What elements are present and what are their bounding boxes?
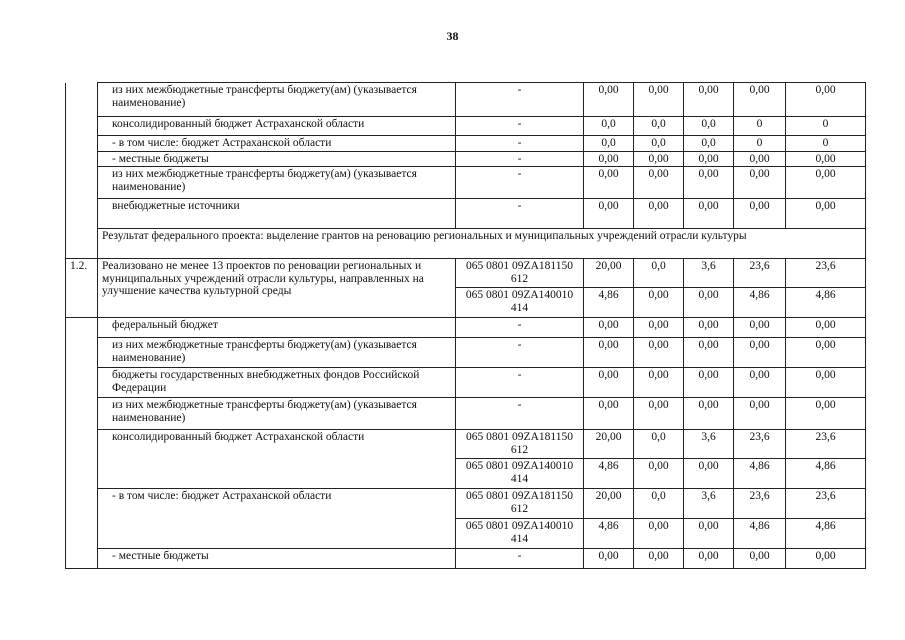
budget-table [65,82,866,569]
code-cell: - [456,368,584,398]
table-row [66,117,866,136]
table-row [66,368,866,398]
budget-code: 065 0801 09ZA140010 414 [456,459,584,489]
value-cell: 20,00 [584,259,634,288]
row-name: из них межбюджетные трансферты бюджету(ам) (указывается наименование) [98,398,456,430]
value-cell: 0,00 [584,549,634,569]
row-number-cell [66,117,98,136]
row-name: - в том числе: бюджет Астраханской области [98,489,456,549]
row-number-cell [66,398,98,430]
code-cell: - [456,151,584,167]
value-cell: 23,6 [786,489,866,519]
code-cell: - [456,549,584,569]
value-cell: 23,6 [734,430,786,459]
row-name: - в том числе: бюджет Астраханской области [98,136,456,152]
row-number-cell [66,151,98,167]
budget-code: 065 0801 09ZA181150 612 [456,489,584,519]
row-number-cell [66,489,98,549]
value-cell: 0,00 [634,549,684,569]
table-row [66,489,866,519]
value-cell: 0,00 [584,167,634,199]
value-cell: 0,00 [584,338,634,368]
value-cell: 0,0 [634,430,684,459]
value-cell: 23,6 [734,259,786,288]
row-number-cell [66,83,98,117]
row-number-cell [66,229,98,259]
row-name: федеральный бюджет [98,318,456,338]
row-name: внебюджетные источники [98,199,456,229]
value-cell: 0,00 [734,368,786,398]
table-row [66,430,866,459]
value-cell: 0,00 [584,318,634,338]
value-cell: 4,86 [584,459,634,489]
value-cell: 0,00 [734,151,786,167]
value-cell: 20,00 [584,430,634,459]
code-cell: - [456,117,584,136]
row-number-cell [66,368,98,398]
code-cell: - [456,338,584,368]
value-cell: 0 [734,136,786,152]
budget-code: 065 0801 09ZA140010 414 [456,288,584,318]
value-cell: 0,00 [684,83,734,117]
value-cell: 4,86 [786,519,866,549]
row-number: 1.2. [66,259,98,318]
value-cell: 0,00 [786,398,866,430]
value-cell: 0,00 [634,459,684,489]
code-cell: - [456,318,584,338]
value-cell: 0,0 [634,117,684,136]
value-cell: 3,6 [684,430,734,459]
row-number-cell [66,430,98,489]
value-cell: 0,00 [584,199,634,229]
row-name: - местные бюджеты [98,549,456,569]
value-cell: 3,6 [684,259,734,288]
value-cell: 0,00 [634,199,684,229]
row-name: консолидированный бюджет Астраханской области [98,117,456,136]
value-cell: 4,86 [734,519,786,549]
value-cell: 0,00 [584,398,634,430]
value-cell: 0,00 [684,338,734,368]
value-cell: 0,00 [684,318,734,338]
value-cell: 0,00 [786,151,866,167]
table-row [66,398,866,430]
value-cell: 0,00 [684,519,734,549]
value-cell: 0,00 [684,459,734,489]
row-number-cell [66,199,98,229]
value-cell: 0,0 [634,136,684,152]
section-title: Результат федерального проекта: выделение грантов на реновацию региональных и муниципальных учреждений отрасли культуры [98,229,866,259]
value-cell: 0,00 [634,167,684,199]
table-row [66,136,866,152]
value-cell: 4,86 [734,288,786,318]
value-cell: 0,00 [634,519,684,549]
value-cell: 0,0 [584,136,634,152]
value-cell: 4,86 [786,288,866,318]
value-cell: 0,00 [684,199,734,229]
table-row [66,259,866,288]
value-cell: 0,00 [786,338,866,368]
table-row [66,83,866,117]
row-name: из них межбюджетные трансферты бюджету(ам) (указывается наименование) [98,83,456,117]
budget-code: 065 0801 09ZA181150 612 [456,430,584,459]
value-cell: 0 [786,117,866,136]
row-number-cell [66,136,98,152]
table-row [66,549,866,569]
value-cell: 23,6 [786,430,866,459]
row-name: из них межбюджетные трансферты бюджету(ам) (указывается наименование) [98,167,456,199]
value-cell: 4,86 [584,288,634,318]
value-cell: 0,00 [786,167,866,199]
value-cell: 0 [734,117,786,136]
value-cell: 0,00 [734,549,786,569]
value-cell: 0,00 [634,338,684,368]
code-cell: - [456,398,584,430]
row-number-cell [66,338,98,368]
row-number-cell [66,167,98,199]
value-cell: 0,00 [786,368,866,398]
code-cell: - [456,167,584,199]
value-cell: 0,00 [684,288,734,318]
code-cell: - [456,136,584,152]
value-cell: 0,00 [734,318,786,338]
code-cell: - [456,199,584,229]
row-name: Реализовано не менее 13 проектов по реновации региональных и муниципальных учреждений отрасли культуры, направленных на улучшение качества культурной среды [98,259,456,318]
value-cell: 0,0 [584,117,634,136]
row-number-cell [66,549,98,569]
value-cell: 0,00 [584,83,634,117]
value-cell: 0,0 [634,259,684,288]
value-cell: 0,00 [634,288,684,318]
row-name: консолидированный бюджет Астраханской области [98,430,456,489]
row-number-cell [66,318,98,338]
value-cell: 0,00 [734,167,786,199]
value-cell: 0,00 [684,398,734,430]
value-cell: 23,6 [734,489,786,519]
value-cell: 4,86 [786,459,866,489]
value-cell: 0,00 [634,83,684,117]
budget-code: 065 0801 09ZA140010 414 [456,519,584,549]
value-cell: 0,00 [786,83,866,117]
value-cell: 0,0 [684,136,734,152]
value-cell: 0,00 [734,338,786,368]
value-cell: 0,00 [684,167,734,199]
value-cell: 0,00 [584,151,634,167]
code-cell: - [456,83,584,117]
value-cell: 0,00 [634,398,684,430]
table-row [66,151,866,167]
value-cell: 3,6 [684,489,734,519]
value-cell: 0,00 [734,199,786,229]
value-cell: 0,00 [684,151,734,167]
value-cell: 0,00 [786,318,866,338]
table-row [66,318,866,338]
page-number: 38 [446,29,459,43]
value-cell: 0,00 [734,398,786,430]
budget-code: 065 0801 09ZA181150 612 [456,259,584,288]
value-cell: 0,00 [584,368,634,398]
value-cell: 0,0 [684,117,734,136]
value-cell: 0,00 [634,368,684,398]
value-cell: 0,00 [734,83,786,117]
row-name: из них межбюджетные трансферты бюджету(ам) (указывается наименование) [98,338,456,368]
value-cell: 20,00 [584,489,634,519]
value-cell: 4,86 [734,459,786,489]
value-cell: 0,0 [634,489,684,519]
section-header-row [66,229,866,259]
value-cell: 0,00 [684,549,734,569]
row-name: бюджеты государственных внебюджетных фондов Российской Федерации [98,368,456,398]
value-cell: 0,00 [786,549,866,569]
row-name: - местные бюджеты [98,151,456,167]
table-row [66,338,866,368]
value-cell: 0,00 [684,368,734,398]
value-cell: 23,6 [786,259,866,288]
value-cell: 4,86 [584,519,634,549]
table-row [66,199,866,229]
value-cell: 0,00 [634,151,684,167]
table-row [66,167,866,199]
value-cell: 0 [786,136,866,152]
value-cell: 0,00 [634,318,684,338]
value-cell: 0,00 [786,199,866,229]
